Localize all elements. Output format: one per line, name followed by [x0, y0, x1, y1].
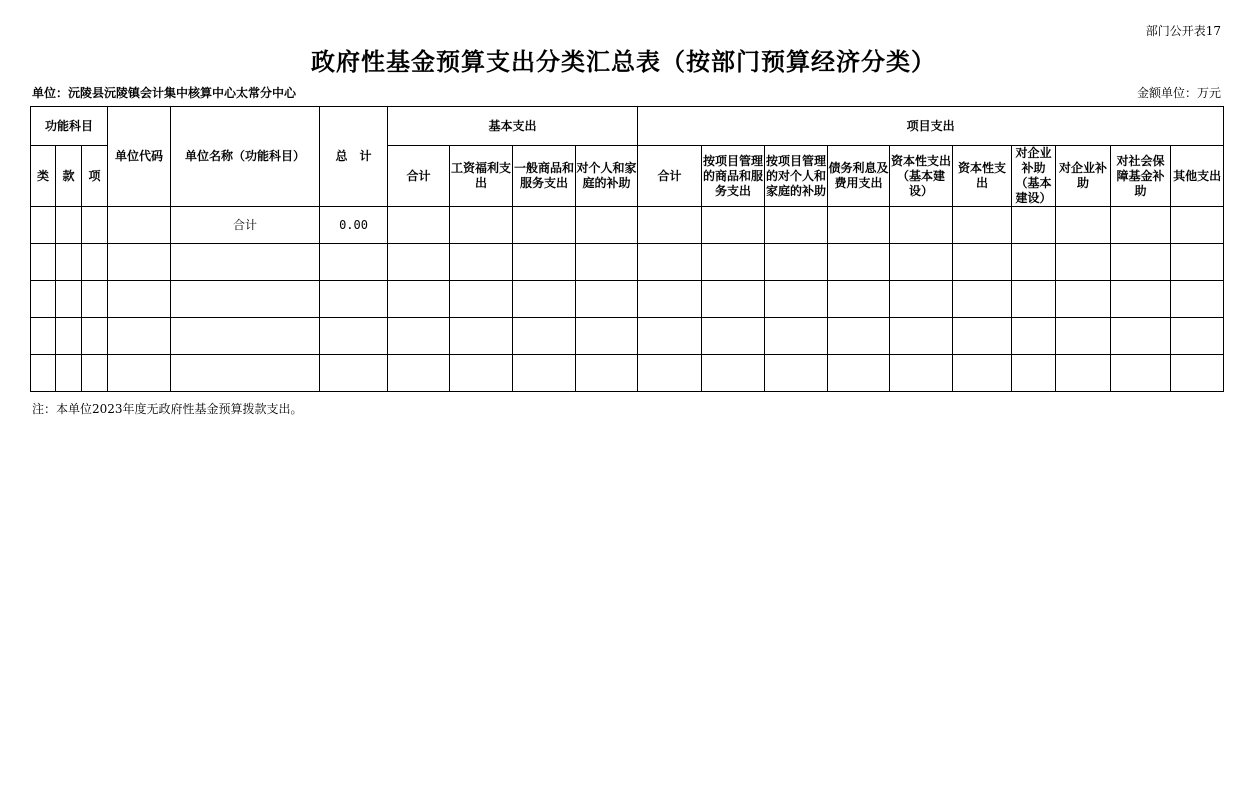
table-cell: [1056, 281, 1111, 318]
unit-label: 单位：沅陵县沅陵镇会计集中核算中心太常分中心: [32, 86, 297, 100]
table-cell: [56, 355, 82, 392]
header-kuan: 款: [56, 146, 82, 207]
table-row: [31, 355, 1224, 392]
header-unit-name: 单位名称（功能科目）: [171, 107, 320, 207]
table-cell: [1111, 244, 1171, 281]
table-cell: [56, 244, 82, 281]
table-cell: [1111, 207, 1171, 244]
header-basic-col: 工资福利支出: [450, 146, 513, 207]
table-cell: [31, 244, 56, 281]
table-cell: [765, 281, 828, 318]
header-unit-code: 单位代码: [108, 107, 171, 207]
table-cell: [1056, 244, 1111, 281]
table-cell: [576, 281, 638, 318]
header-project-col: 资本性支出: [953, 146, 1012, 207]
table-cell: [828, 281, 890, 318]
table-cell: [1171, 318, 1224, 355]
table-cell: [765, 355, 828, 392]
table-cell: [320, 281, 388, 318]
table-cell: [1171, 244, 1224, 281]
header-project-col: 对社会保障基金补助: [1111, 146, 1171, 207]
table-cell: [31, 281, 56, 318]
table-row: [31, 281, 1224, 318]
footnote: 注：本单位2023年度无政府性基金预算拨款支出。: [32, 402, 303, 416]
table-cell: [56, 207, 82, 244]
table-cell: [513, 207, 576, 244]
table-cell: [828, 244, 890, 281]
table-cell: [108, 207, 171, 244]
row-total-cell: 0.00: [320, 207, 388, 244]
table-cell: [82, 207, 108, 244]
table-cell: [320, 318, 388, 355]
table-cell: [702, 281, 765, 318]
table-cell: [576, 318, 638, 355]
table-cell: [171, 281, 320, 318]
table-cell: [702, 244, 765, 281]
header-project-col: 按项目管理的对个人和家庭的补助: [765, 146, 828, 207]
table-cell: [1056, 355, 1111, 392]
table-cell: [171, 244, 320, 281]
table-cell: [1056, 207, 1111, 244]
page-title: 政府性基金预算支出分类汇总表（按部门预算经济分类）: [311, 47, 936, 76]
table-cell: [638, 244, 702, 281]
table-cell: [1012, 207, 1056, 244]
table-cell: [82, 318, 108, 355]
table-cell: [31, 318, 56, 355]
table-cell: [638, 281, 702, 318]
table-cell: [513, 244, 576, 281]
table-cell: [1111, 281, 1171, 318]
table-cell: [702, 355, 765, 392]
table-cell: [108, 318, 171, 355]
table-cell: [320, 244, 388, 281]
header-project-col: 资本性支出（基本建设）: [890, 146, 953, 207]
table-cell: [1171, 281, 1224, 318]
table-cell: [890, 207, 953, 244]
table-cell: [82, 281, 108, 318]
table-cell: [450, 281, 513, 318]
table-cell: [890, 281, 953, 318]
table-row: [31, 244, 1224, 281]
row-name-cell: 合计: [171, 207, 320, 244]
header-basic-col: 一般商品和服务支出: [513, 146, 576, 207]
table-cell: [576, 244, 638, 281]
header-project-col: 其他支出: [1171, 146, 1224, 207]
table-cell: [320, 355, 388, 392]
table-cell: [702, 318, 765, 355]
table-cell: [828, 355, 890, 392]
header-lei: 类: [31, 146, 56, 207]
table-cell: [828, 318, 890, 355]
table-cell: [171, 318, 320, 355]
table-cell: [953, 207, 1012, 244]
header-project-col: 对企业补助（基本建设）: [1012, 146, 1056, 207]
table-row: [31, 318, 1224, 355]
table-cell: [388, 318, 450, 355]
header-total: 总 计: [320, 107, 388, 207]
table-cell: [388, 355, 450, 392]
table-cell: [1171, 355, 1224, 392]
table-cell: [1111, 355, 1171, 392]
table-cell: [31, 355, 56, 392]
header-project-col: 债务利息及费用支出: [828, 146, 890, 207]
table-cell: [638, 355, 702, 392]
table-cell: [953, 244, 1012, 281]
table-cell: [765, 244, 828, 281]
table-cell: [576, 355, 638, 392]
table-cell: [1056, 318, 1111, 355]
table-cell: [388, 281, 450, 318]
table-cell: [388, 244, 450, 281]
table-cell: [828, 207, 890, 244]
table-cell: [1012, 281, 1056, 318]
table-cell: [953, 318, 1012, 355]
amount-unit: 金额单位：万元: [1136, 86, 1221, 100]
table-cell: [388, 207, 450, 244]
table-cell: [1111, 318, 1171, 355]
table-cell: [765, 207, 828, 244]
table-cell: [1012, 244, 1056, 281]
table-cell: [953, 355, 1012, 392]
table-cell: [108, 281, 171, 318]
table-cell: [1171, 207, 1224, 244]
header-func-subject: 功能科目: [31, 107, 108, 146]
header-project-col: 按项目管理的商品和服务支出: [702, 146, 765, 207]
table-cell: [890, 244, 953, 281]
table-cell: [108, 244, 171, 281]
header-project-col: 对企业补助: [1056, 146, 1111, 207]
header-basic-col: 合计: [388, 146, 450, 207]
header-basic-group: 基本支出: [388, 107, 638, 146]
table-cell: [450, 355, 513, 392]
header-project-group: 项目支出: [638, 107, 1224, 146]
table-cell: [702, 207, 765, 244]
header-xiang: 项: [82, 146, 108, 207]
table-cell: [56, 281, 82, 318]
table-cell: [638, 318, 702, 355]
table-cell: [450, 244, 513, 281]
table-cell: [82, 244, 108, 281]
table-cell: [1012, 318, 1056, 355]
form-number: 部门公开表17: [1145, 24, 1221, 38]
table-cell: [513, 318, 576, 355]
table-cell: [513, 281, 576, 318]
table-cell: [450, 207, 513, 244]
table-cell: [890, 355, 953, 392]
table-cell: [56, 318, 82, 355]
table-cell: [638, 207, 702, 244]
header-basic-col: 对个人和家庭的补助: [576, 146, 638, 207]
table-cell: [31, 207, 56, 244]
table-cell: [765, 318, 828, 355]
table-cell: [513, 355, 576, 392]
table-cell: [1012, 355, 1056, 392]
header-project-col: 合计: [638, 146, 702, 207]
table-cell: [890, 318, 953, 355]
table-row: [31, 207, 1224, 244]
table-cell: [450, 318, 513, 355]
table-cell: [171, 355, 320, 392]
budget-table: [30, 106, 1224, 392]
table-cell: [108, 355, 171, 392]
table-cell: [576, 207, 638, 244]
table-cell: [953, 281, 1012, 318]
table-cell: [82, 355, 108, 392]
